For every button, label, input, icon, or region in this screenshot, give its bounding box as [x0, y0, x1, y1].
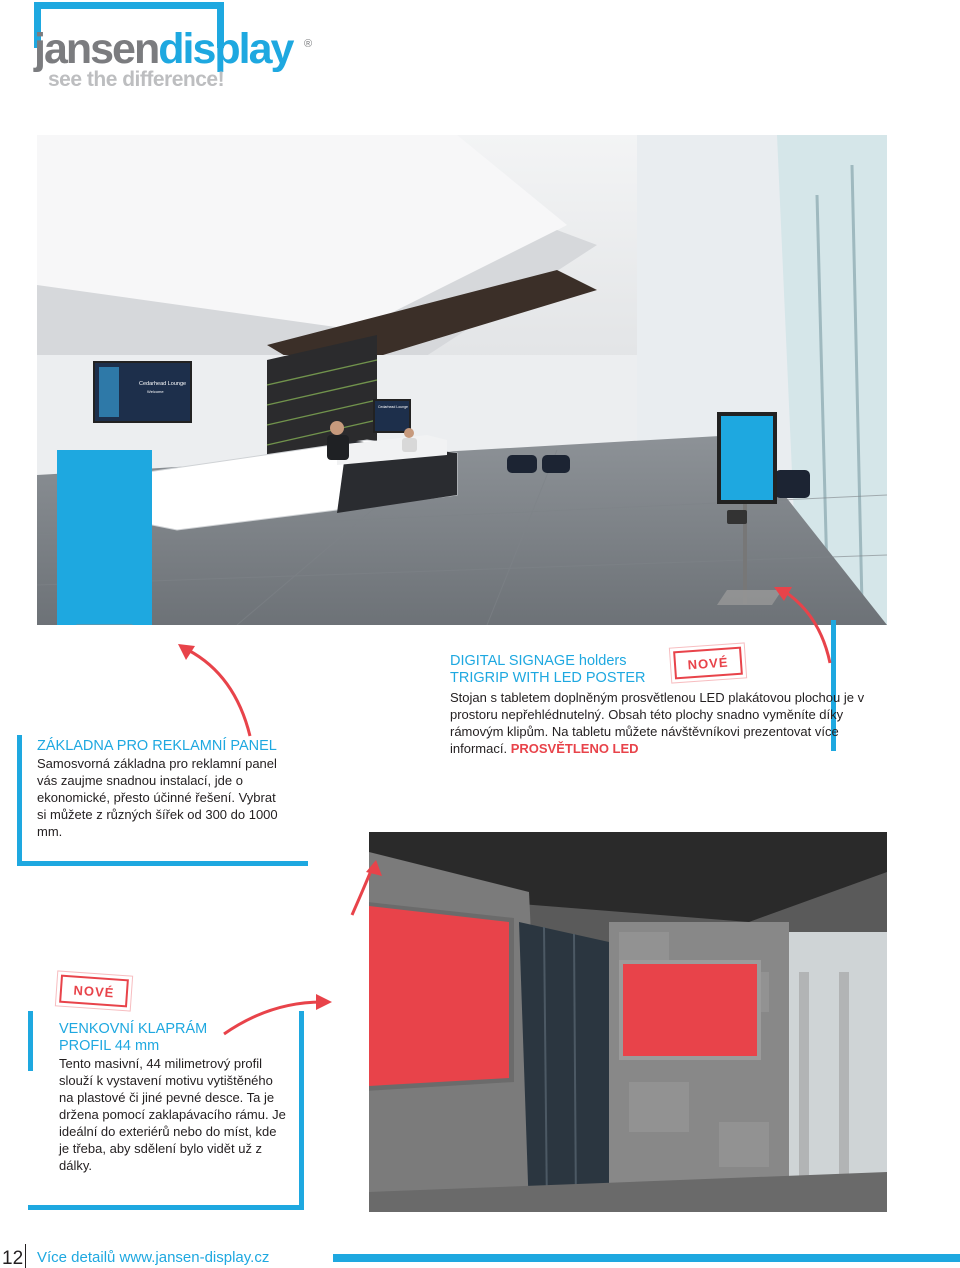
exterior-pointer-arrow	[348, 860, 388, 920]
panel-mockup	[57, 450, 152, 625]
brand-logo	[34, 2, 334, 98]
footer-accent-bar	[333, 1254, 960, 1262]
exterior-illustration	[369, 832, 887, 1212]
panel-pointer-arrow	[150, 640, 260, 740]
outdoor-frame-left-mockup	[369, 904, 509, 1087]
lobby-photo	[37, 135, 887, 625]
outdoor-frame-edge	[28, 1011, 33, 1071]
lobby-screen2-title: Cedarhead Lounge	[378, 405, 408, 409]
lobby-illustration	[37, 135, 887, 625]
logo-wordmark	[34, 25, 293, 73]
panel-section-body: Samosvorná základna pro reklamní panel vás zaujme snadnou instalací, jde o ekonomické, přesto účinné řešení. Vybrat si můžete z různých šířek od 300 do 1000 mm.	[37, 756, 278, 839]
footer-website-link[interactable]: Více detailů www.jansen-display.cz	[37, 1249, 270, 1266]
exterior-photo	[369, 832, 887, 1212]
outdoor-new-badge: NOVÉ	[59, 975, 129, 1008]
outdoor-frame-center-mockup	[623, 964, 757, 1056]
logo-word-display: display	[158, 25, 293, 73]
signage-new-badge: NOVÉ	[673, 647, 743, 680]
panel-section	[37, 738, 287, 840]
signage-body	[450, 689, 880, 757]
page-number: 12	[2, 1248, 24, 1268]
registered-mark: ®	[304, 38, 313, 50]
logo-word-jansen: jansen	[34, 25, 159, 73]
outdoor-title-line2: PROFIL 44 mm	[59, 1038, 160, 1054]
signage-highlight: PROSVĚTLENO LED	[510, 741, 639, 756]
signage-body-text: Stojan s tabletem doplněným prosvětlenou LED plakátovou plochou je v prostoru nepřehlédnutelný. Obsah této plochy snadno vyměníte díky rámovým klipům. Na tabletu můžete návštěvníkovi prezentovat více informací.	[450, 690, 865, 756]
panel-section-title: ZÁKLADNA PRO REKLAMNÍ PANEL	[37, 738, 277, 754]
signage-title-line2: TRIGRIP WITH LED POSTER	[450, 670, 646, 686]
signage-section	[450, 653, 880, 757]
logo-tagline: see the difference!	[48, 68, 225, 91]
outdoor-body: Tento masivní, 44 milimetrový profil slouží k vystavení motivu vytištěného na plastové či jiné pevné desce. Ta je držena pomocí zaklapávacího rámu. Je ideální do exteriérů nebo do míst, kde je třeba, aby sdělení bylo vidět už z dálky.	[59, 1056, 286, 1173]
outdoor-section	[59, 1021, 289, 1174]
led-poster-mockup	[721, 416, 773, 500]
lobby-screen-subtitle: Welcome	[147, 389, 164, 394]
lobby-screen-title: Cedarhead Lounge	[139, 381, 187, 387]
outdoor-title-line1: VENKOVNÍ KLAPRÁM	[59, 1021, 208, 1037]
signage-title-line1: DIGITAL SIGNAGE holders	[450, 653, 627, 669]
